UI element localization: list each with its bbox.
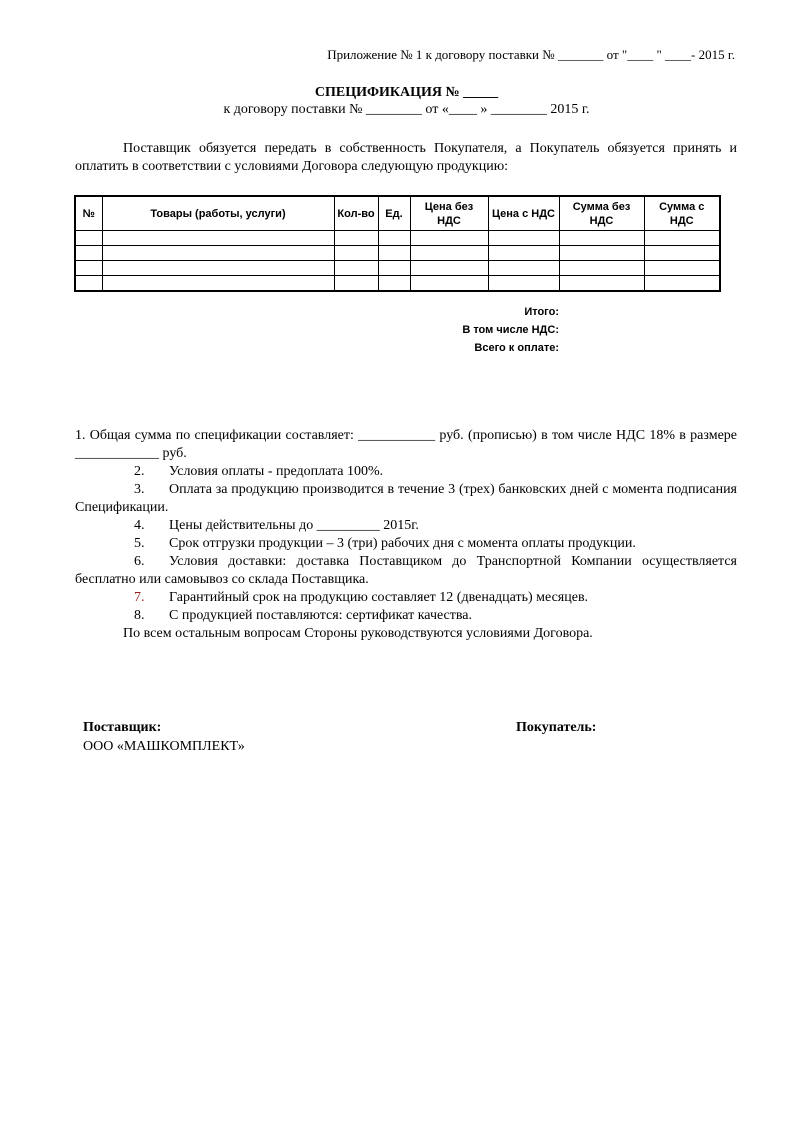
table-cell	[378, 246, 410, 261]
table-cell	[102, 231, 334, 246]
term-text: Гарантийный срок на продукцию составляет 12 (двенадцать) месяцев.	[169, 590, 589, 605]
table-cell	[559, 246, 644, 261]
goods-table	[74, 195, 721, 292]
table-cell	[102, 246, 334, 261]
table-cell	[488, 276, 559, 292]
table-cell	[75, 231, 102, 246]
table-cell	[644, 261, 720, 276]
term-1: 1. Общая сумма по спецификации составляет: ___________ руб. (прописью) в том числе НДС 18% в размере ____________ руб.	[75, 428, 737, 461]
table-row	[75, 276, 720, 292]
term-item	[75, 481, 737, 517]
supplier-name: ООО «МАШКОМПЛЕКТ»	[83, 739, 245, 754]
table-cell	[488, 261, 559, 276]
table-cell	[378, 231, 410, 246]
col-price-vat-header: Цена с НДС	[488, 196, 559, 231]
term-item	[75, 463, 737, 481]
table-cell	[410, 231, 488, 246]
total-label: Итого:	[524, 306, 559, 318]
payable-label: Всего к оплате:	[474, 342, 559, 354]
table-row	[75, 231, 720, 246]
term-text: Цены действительны до _________ 2015г.	[169, 518, 419, 533]
table-cell	[410, 261, 488, 276]
table-cell	[334, 231, 378, 246]
term-text: С продукцией поставляются: сертификат качества.	[169, 608, 473, 623]
intro-paragraph	[75, 140, 737, 176]
table-header-row	[75, 196, 720, 231]
term-number: 4.	[134, 518, 145, 533]
table-cell	[559, 276, 644, 292]
table-cell	[102, 261, 334, 276]
table-cell	[559, 231, 644, 246]
table-cell	[378, 261, 410, 276]
term-final: По всем остальным вопросам Стороны руководствуются условиями Договора.	[123, 626, 593, 641]
table-cell	[644, 246, 720, 261]
col-number-header: №	[75, 196, 102, 231]
table-row	[75, 246, 720, 261]
col-sum-vat-header: Сумма с НДС	[644, 196, 720, 231]
term-item	[75, 589, 737, 607]
term-number: 8.	[134, 608, 145, 623]
vat-label: В том числе НДС:	[462, 324, 559, 336]
table-row	[75, 261, 720, 276]
table-cell	[75, 246, 102, 261]
table-cell	[488, 231, 559, 246]
term-number: 6.	[134, 554, 145, 569]
table-cell	[559, 261, 644, 276]
table-cell	[75, 261, 102, 276]
specification-title: СПЕЦИФИКАЦИЯ № _____	[314, 85, 499, 100]
buyer-label: Покупатель:	[516, 720, 597, 735]
term-item	[75, 517, 737, 535]
term-number: 2.	[134, 464, 145, 479]
table-cell	[644, 276, 720, 292]
term-item	[75, 535, 737, 553]
table-cell	[488, 246, 559, 261]
table-cell	[75, 276, 102, 292]
col-quantity-header: Кол-во	[334, 196, 378, 231]
term-item	[75, 553, 737, 589]
col-unit-header: Ед.	[378, 196, 410, 231]
term-item	[75, 607, 737, 625]
term-text: Оплата за продукцию производится в течение 3 (трех) банковских дней с момента подписания Спецификации.	[75, 482, 737, 515]
col-sum-no-vat-header: Сумма без НДС	[559, 196, 644, 231]
term-text: Срок отгрузки продукции – 3 (три) рабочих дня с момента оплаты продукции.	[169, 536, 636, 551]
table-cell	[410, 276, 488, 292]
table-cell	[644, 231, 720, 246]
table-cell	[378, 276, 410, 292]
specification-subtitle: к договору поставки № ________ от «____ » ________ 2015 г.	[223, 102, 590, 117]
term-number: 5.	[134, 536, 145, 551]
term-text: Условия оплаты - предоплата 100%.	[169, 464, 384, 479]
intro-text: Поставщик обязуется передать в собственность Покупателя, а Покупатель обязуется принять и оплатить в соответствии с условиями Договора следующую продукцию:	[75, 141, 737, 174]
supplier-label: Поставщик:	[83, 720, 162, 735]
appendix-reference: Приложение № 1 к договору поставки № _______ от "____ " ____- 2015 г.	[327, 47, 735, 62]
term-number: 7.	[134, 590, 145, 605]
table-cell	[410, 246, 488, 261]
col-price-no-vat-header: Цена без НДС	[410, 196, 488, 231]
term-text: Условия доставки: доставка Поставщиком до Транспортной Компании осуществляется бесплатно или самовывоз со склада Поставщика.	[75, 554, 737, 587]
table-cell	[334, 246, 378, 261]
table-cell	[102, 276, 334, 292]
terms-section	[75, 427, 737, 643]
table-cell	[334, 276, 378, 292]
col-goods-header: Товары (работы, услуги)	[102, 196, 334, 231]
table-cell	[334, 261, 378, 276]
term-number: 3.	[134, 482, 145, 497]
